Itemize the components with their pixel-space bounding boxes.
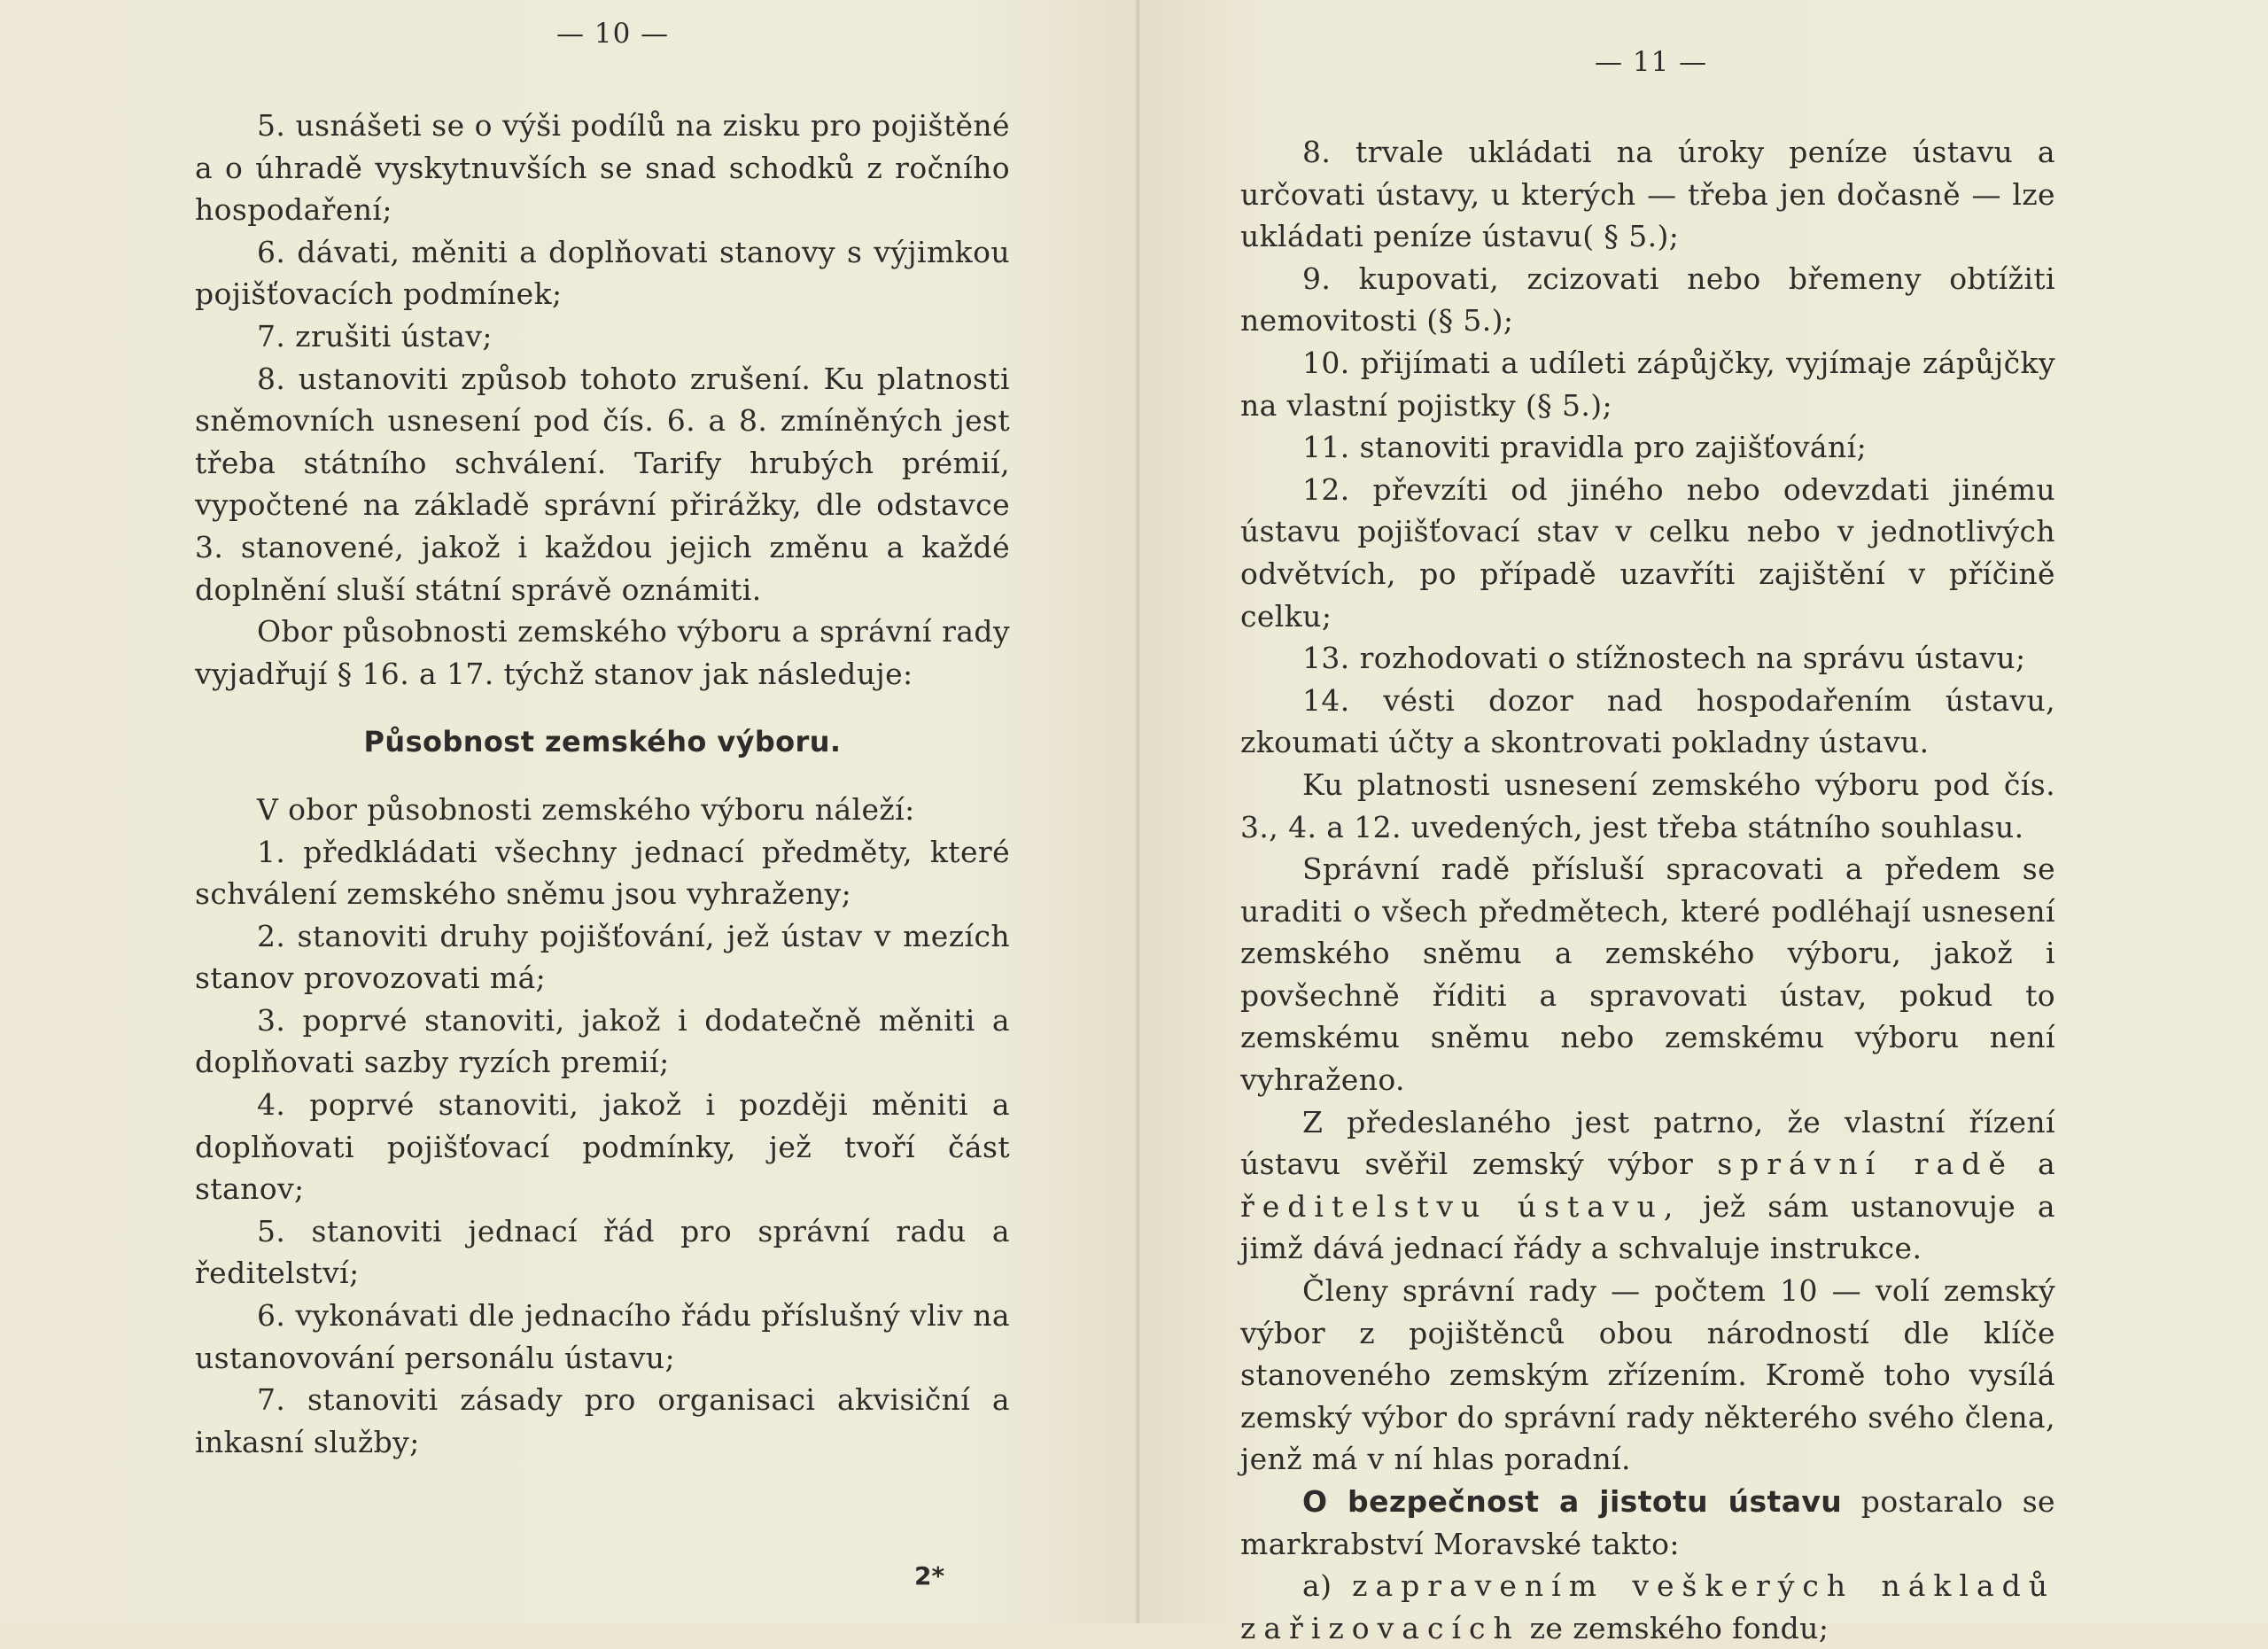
paragraph: Ku platnosti usnesení zemského výboru pod čís. 3., 4. a 12. uvedených, jest třeba státního souhlasu.: [1240, 766, 2055, 844]
paragraph: 7. stanoviti zásady pro organisaci akvisiční a inkasní služby;: [195, 1382, 1010, 1459]
paragraph: 11. stanoviti pravidla pro zajišťování;: [1302, 430, 1868, 465]
left-page: [0, 0, 1139, 1623]
right-page-text: [1240, 131, 2055, 1649]
spaced-text: zapravením veškerých nákladů zařizovacích: [1240, 1568, 2056, 1645]
paragraph: Správní radě přísluší spracovati a předem se uraditi o všech předmětech, které podléhají usnesení zemského sněmu a zemského výboru, jakož i povšechně říditi a spravovati ústav, pokud to zemskému sněmu nebo zemskému výboru není vyhraženo.: [1240, 852, 2055, 1098]
right-page: [1139, 0, 2268, 1645]
paragraph-direction: Z předeslaného jest patrno, že vlastní řízení ústavu svěřil zemský výbor správní radě a ředitelstvu ústavu, jež sám ustanovuje a jimž dává jednací řády a schvaluje instrukce.: [1240, 1104, 2056, 1266]
section-heading: Působnost zemského výboru.: [363, 725, 842, 759]
paragraph: 8. ustanoviti způsob tohoto zrušení. Ku platnosti sněmovních usnesení pod čís. 6. a 8. zmíněných jest třeba státního schválení. Tarify hrubých prémií, vypočtené na základě správní přirážky, dle odstavce 3. stanovené, jakož i každou jejich změnu a každé doplnění sluší státní správě oznámiti.: [195, 361, 1010, 607]
paragraph-a: a) zapravením veškerých nákladů zařizovacích ze zemského fondu;: [1240, 1568, 2056, 1645]
spaced-text: ředitelstvu ústavu,: [1240, 1188, 1682, 1224]
paragraph: 10. přijímati a udíleti zápůjčky, vyjímaje zápůjčky na vlastní pojistky (§ 5.);: [1240, 345, 2055, 423]
paragraph: 2. stanoviti druhy pojišťování, jež ústav v mezích stanov provozovati má;: [195, 918, 1010, 996]
paragraph: 9. kupovati, zcizovati nebo břemeny obtížiti nemovitosti (§ 5.);: [1240, 261, 2055, 338]
paragraph: 6. dávati, měniti a doplňovati stanovy s výjimkou pojišťovacích podmínek;: [195, 234, 1010, 312]
paragraph: Členy správní rady — počtem 10 — volí zemský výbor z pojištěnců obou národností dle klíče stanoveného zemským zřízením. Kromě toho vysílá zemský výbor do správní rady některého svého člena, jenž má v ní hlas poradní.: [1240, 1273, 2055, 1477]
paragraph: 7. zrušiti ústav;: [257, 318, 493, 354]
paragraph: 12. převzíti od jiného nebo odevzdati jinému ústavu pojišťovací stav v celku nebo v jednotlivých odvětvích, po případě uzavříti zajištění v příčině celku;: [1240, 471, 2055, 634]
paragraph: 6. vykonávati dle jednacího řádu příslušný vliv na ustanovování personálu ústavu;: [195, 1298, 1010, 1375]
paragraph: V obor působnosti zemského výboru náleží:: [257, 791, 915, 827]
page-number-right: — 11 —: [1595, 46, 1708, 78]
paragraph: 4. poprvé stanoviti, jakož i později měniti a doplňovati pojišťovací podmínky, jež tvoří část stanov;: [195, 1087, 1010, 1207]
left-page-text: [195, 105, 1010, 1463]
bold-text: O bezpečnost a jistotu ústavu: [1302, 1484, 1843, 1519]
paragraph: 5. usnášeti se o výši podílů na zisku pro pojištěné a o úhradě vyskytnuvších se snad schodků z ročního hospodaření;: [195, 108, 1010, 228]
paragraph: Obor působnosti zemského výboru a správní rady vyjadřují § 16. a 17. týchž stanov jak následuje:: [195, 614, 1010, 691]
paragraph: 5. stanoviti jednací řád pro správní radu a ředitelství;: [195, 1213, 1010, 1291]
paragraph-security: O bezpečnost a jistotu ústavu postaralo se markrabství Moravské takto:: [1240, 1484, 2055, 1561]
paragraph: 3. poprvé stanoviti, jakož i dodatečně měniti a doplňovati sazby ryzích premií;: [195, 1002, 1010, 1080]
paragraph: 13. rozhodovati o stížnostech na správu ústavu;: [1302, 641, 2026, 676]
paragraph: 1. předkládati všechny jednací předměty, které schválení zemského sněmu jsou vyhraženy;: [195, 834, 1010, 912]
signature-mark: 2*: [914, 1561, 945, 1591]
page-number-left: — 10 —: [556, 18, 670, 50]
spaced-text: správní radě: [1717, 1147, 2014, 1182]
paragraph: 8. trvale ukládati na úroky peníze ústavu a určovati ústavy, u kterých — třeba jen dočasně — lze ukládati peníze ústavu( § 5.);: [1240, 135, 2055, 254]
paragraph: 14. vésti dozor nad hospodařením ústavu, zkoumati účty a skontrovati pokladny ústavu.: [1240, 682, 2055, 760]
